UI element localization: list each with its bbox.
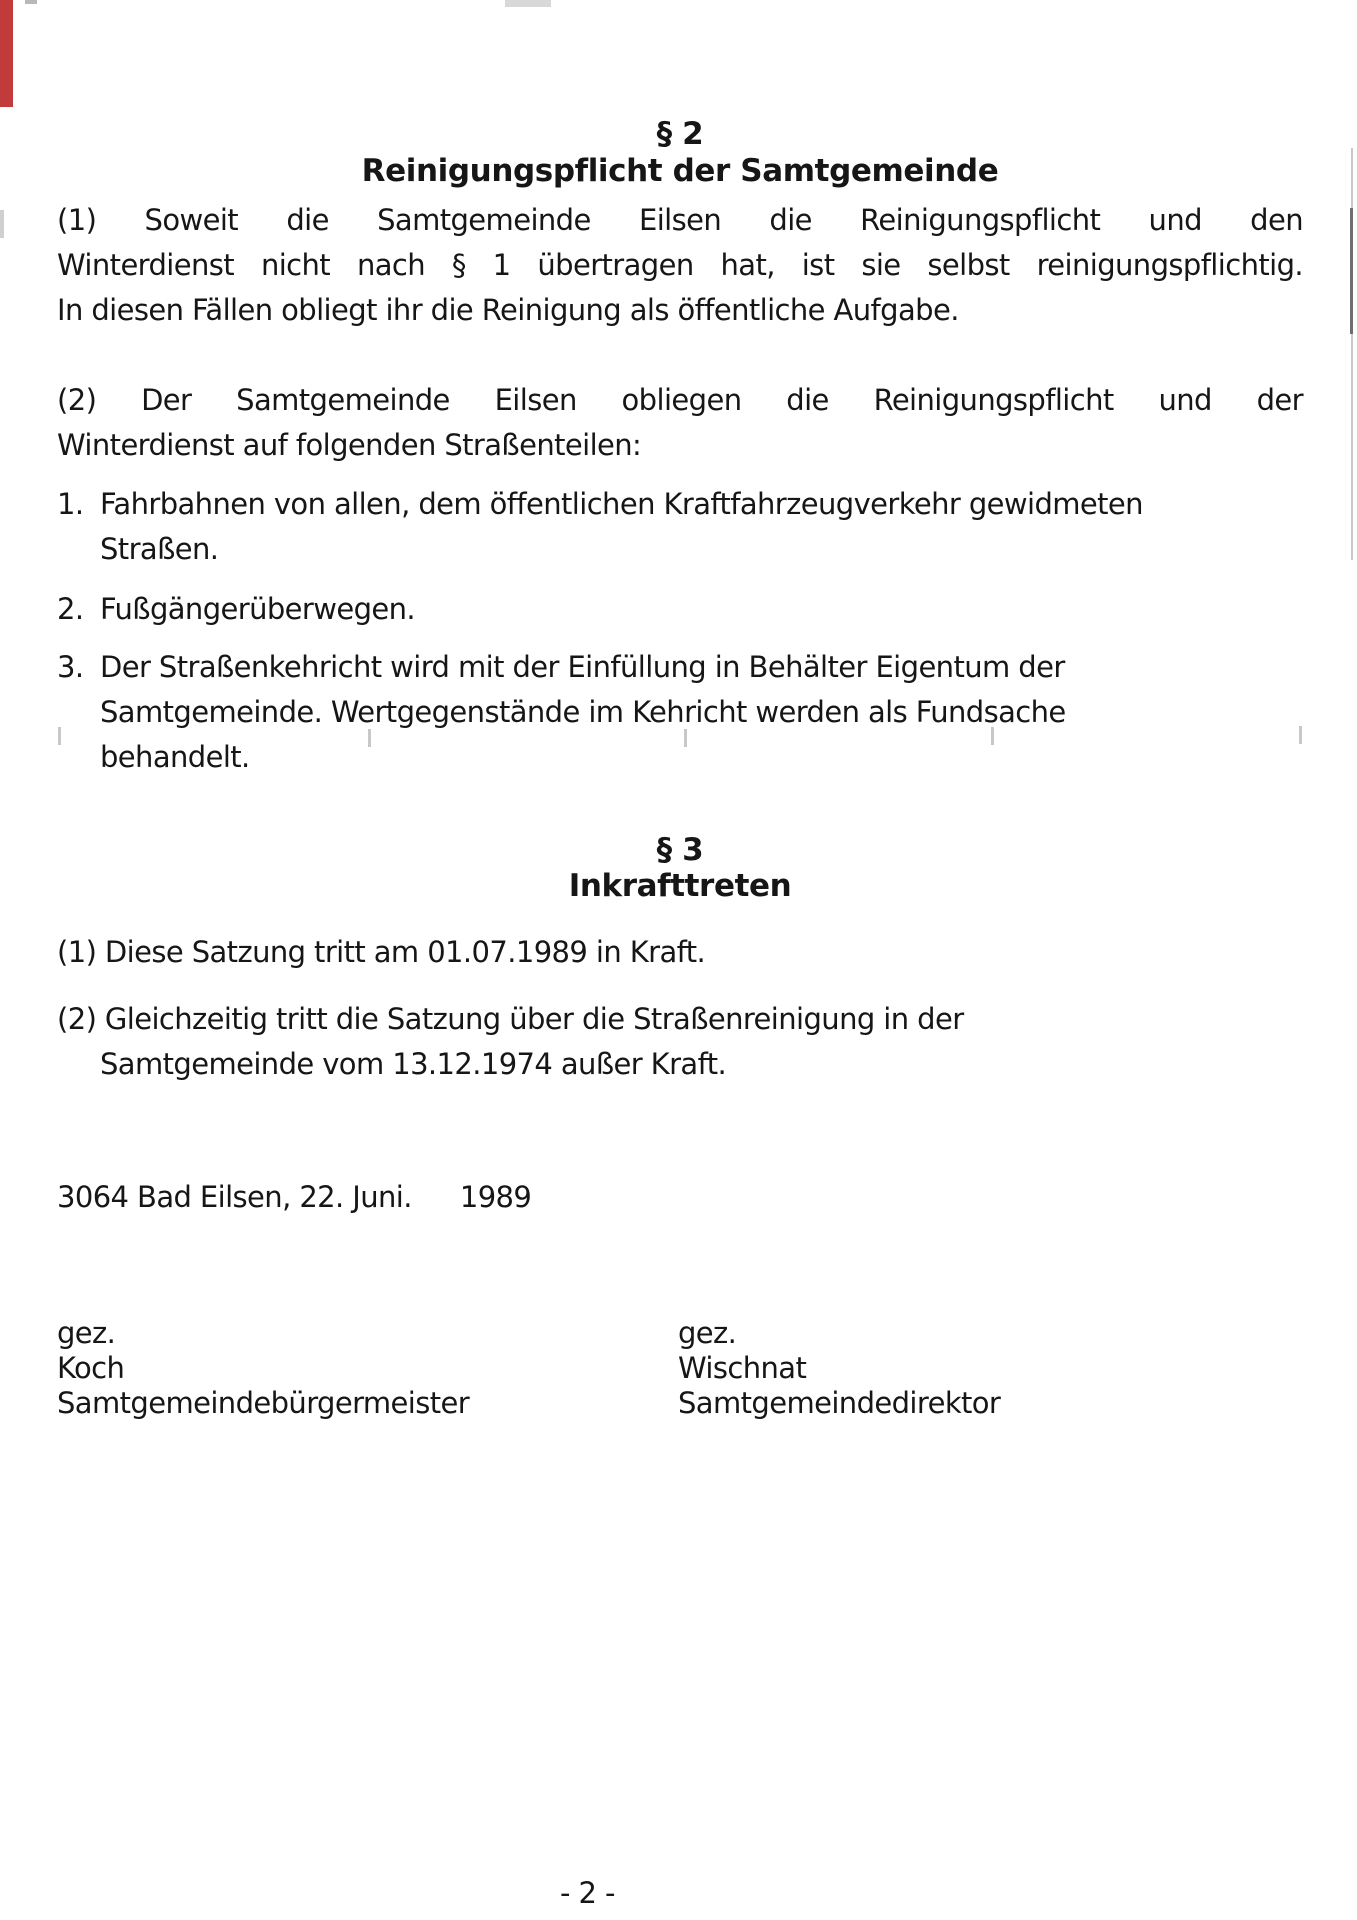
list-item-text: Der Straßenkehricht wird mit der Einfüllung in Behälter Eigentum der: [100, 650, 1065, 684]
section-2-number: § 2: [656, 116, 704, 152]
paragraph-line: In diesen Fällen obliegt ihr die Reinigung als öffentliche Aufgabe.: [57, 293, 959, 327]
date-line: [57, 1180, 1303, 1225]
list-item-text: Samtgemeinde. Wertgegenstände im Kehricht werden als Fundsache: [100, 695, 1066, 729]
signature-block-left: [57, 1316, 617, 1421]
section-3-paragraph-1: [57, 935, 1303, 980]
list-item-number: 2.: [57, 592, 84, 626]
paragraph-line: Samtgemeinde vom 13.12.1974 außer Kraft.: [100, 1047, 727, 1081]
signature-title: Samtgemeindedirektor: [678, 1386, 1001, 1420]
list-item-number: 3.: [57, 650, 84, 684]
list-item-1: [57, 487, 1303, 577]
list-item-number: 1.: [57, 487, 84, 521]
list-item-text: Straßen.: [100, 532, 219, 566]
scan-edge-line: [1350, 208, 1353, 334]
paragraph-line: (2) Gleichzeitig tritt die Satzung über die Straßenreinigung in der: [57, 1002, 964, 1036]
list-item-3: [57, 650, 1303, 785]
list-item-text: Fahrbahnen von allen, dem öffentlichen Kraftfahrzeugverkehr gewidmeten: [100, 487, 1143, 521]
section-2-title: Reinigungspflicht der Samtgemeinde: [361, 153, 999, 189]
signature-gez: gez.: [678, 1316, 737, 1350]
red-edge-scan-mark: [0, 0, 13, 107]
date-place: 3064 Bad Eilsen, 22. Juni.: [57, 1180, 412, 1214]
signature-title: Samtgemeindebürgermeister: [57, 1386, 470, 1420]
list-item-text: behandelt.: [100, 740, 250, 774]
signature-name: Wischnat: [678, 1351, 807, 1385]
section-3-paragraph-2: [57, 1002, 1303, 1092]
scan-speck: [0, 210, 4, 238]
paragraph-line: (1) Soweit die Samtgemeinde Eilsen die Reinigungspflicht und den: [57, 203, 1303, 237]
scan-speck: [505, 0, 551, 7]
signature-name: Koch: [57, 1351, 125, 1385]
section-2-paragraph-2: [57, 383, 1303, 473]
section-3-number: § 3: [656, 832, 704, 868]
paragraph-line: (1) Diese Satzung tritt am 01.07.1989 in Kraft.: [57, 935, 706, 969]
signature-gez: gez.: [57, 1316, 116, 1350]
date-year: 1989: [459, 1180, 532, 1214]
paragraph-line: (2) Der Samtgemeinde Eilsen obliegen die Reinigungspflicht und der: [57, 383, 1303, 417]
section-2-paragraph-1: [57, 203, 1303, 338]
scan-speck: [25, 0, 37, 4]
signature-block-right: [678, 1316, 1238, 1421]
page-number: - 2 -: [560, 1876, 615, 1910]
list-item-2: [57, 592, 1303, 637]
list-item-text: Fußgängerüberwegen.: [100, 592, 416, 626]
paragraph-line: Winterdienst nicht nach § 1 übertragen hat, ist sie selbst reinigungspflichtig.: [57, 248, 1303, 282]
paragraph-line: Winterdienst auf folgenden Straßenteilen:: [57, 428, 642, 462]
section-3-title: Inkrafttreten: [568, 868, 792, 904]
